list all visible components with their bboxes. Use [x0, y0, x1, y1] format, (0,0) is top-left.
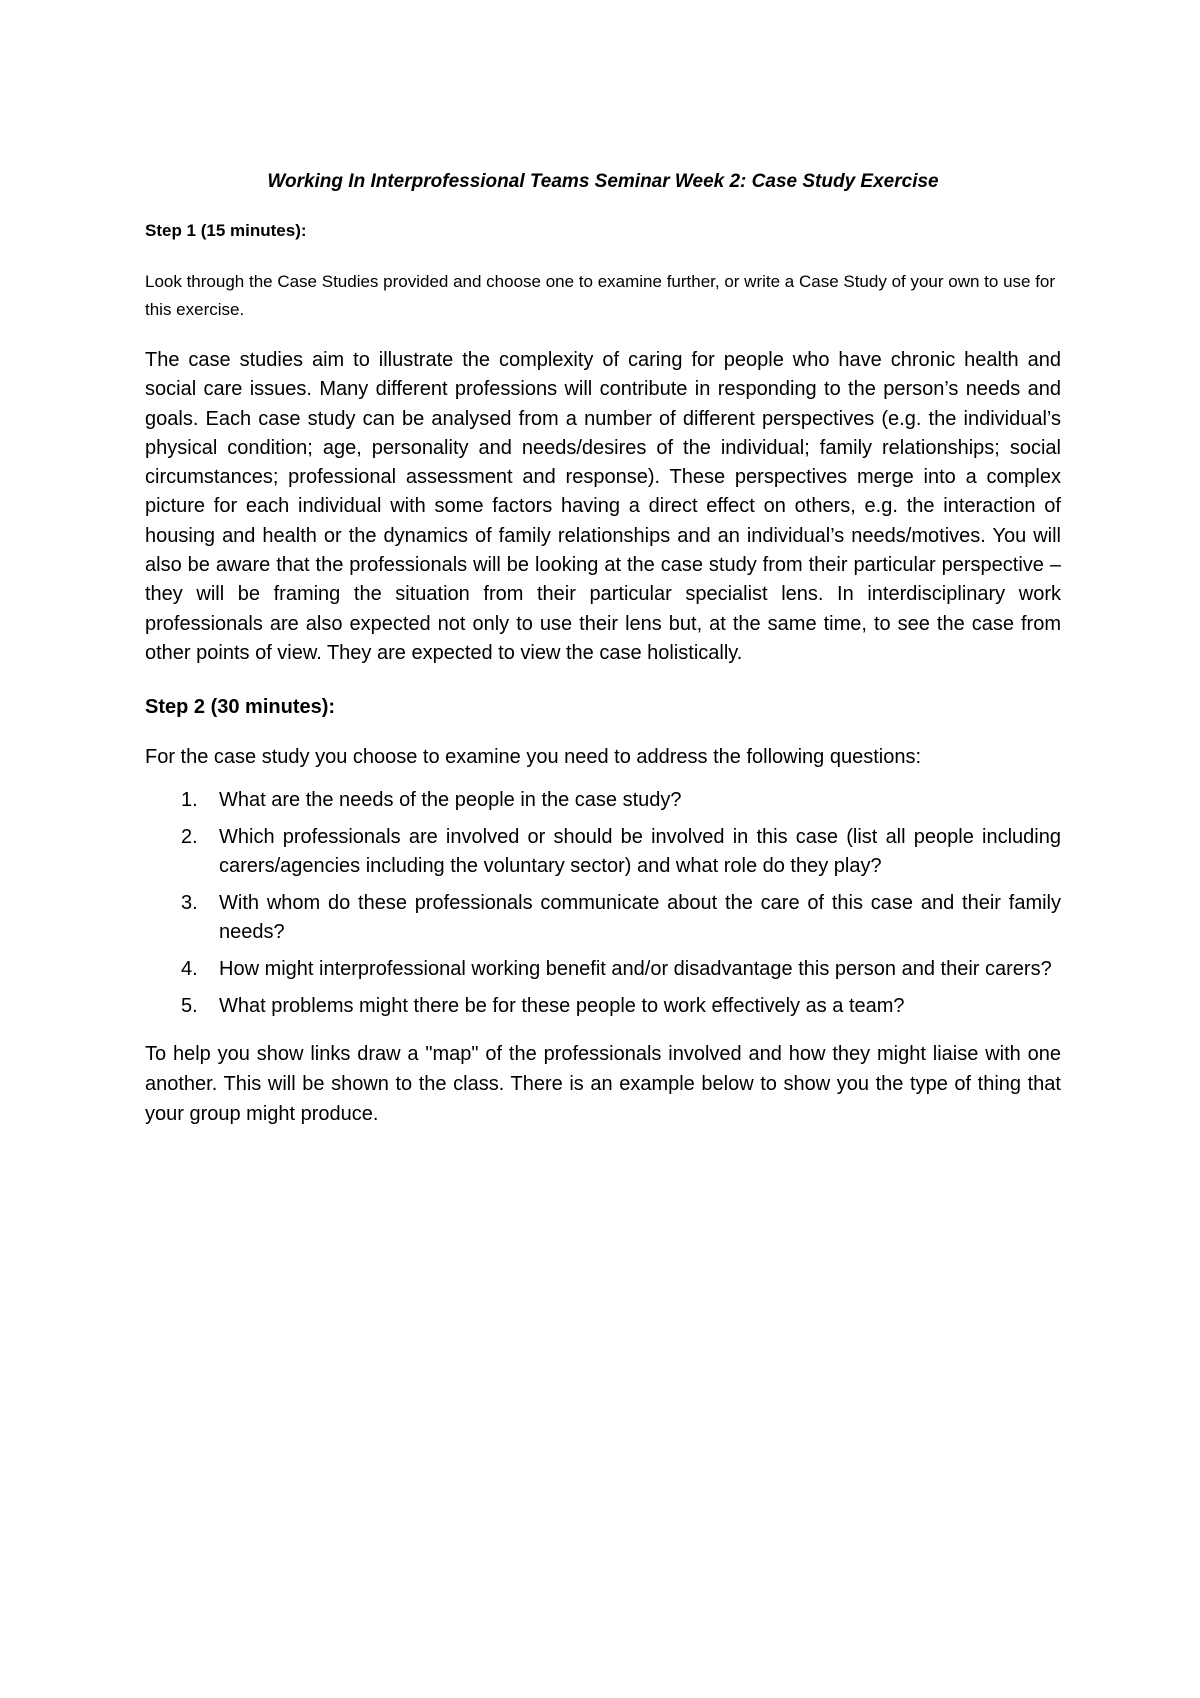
step-1-paragraph: The case studies aim to illustrate the complexity of caring for people who have chronic health and social care issues. Many different professions will contribute in responding to the person’s needs and goals. Each case study can be analysed from a number of different perspectives (e.g. the individual’s physical condition; age, personality and needs/desires of the individual; family relationships; social circumstances; professional assessment and response). These perspectives merge into a complex picture for each individual with some factors having a direct effect on others, e.g. the interaction of housing and health or the dynamics of family relationships and an individual’s needs/motives. You will also be aware that the professionals will be looking at the case study from their particular perspective – they will be framing the situation from their particular specialist lens. In interdisciplinary work professionals are also expected not only to use their lens but, at the same time, to see the case from other points of view. They are expected to view the case holistically.	[145, 349, 1061, 664]
question-number: 2.	[181, 826, 198, 849]
question-number: 3.	[181, 892, 198, 915]
question-item	[145, 823, 1061, 881]
question-text: What problems might there be for these people to work effectively as a team?	[219, 995, 905, 1018]
question-item	[145, 889, 1061, 947]
step-2-heading: Step 2 (30 minutes):	[145, 696, 336, 719]
question-text: What are the needs of the people in the case study?	[219, 789, 682, 812]
question-list	[145, 786, 1061, 1021]
step-1-instruction: Look through the Case Studies provided and choose one to examine further, or write a Case Study of your own to use for this exercise.	[145, 272, 1056, 319]
document-page	[145, 170, 1061, 1129]
document-title: Working In Interprofessional Teams Seminar Week 2: Case Study Exercise	[267, 171, 939, 192]
question-item	[145, 786, 1061, 815]
question-number: 5.	[181, 995, 198, 1018]
question-item	[145, 992, 1061, 1021]
question-item	[145, 955, 1061, 984]
step-1-heading: Step 1 (15 minutes):	[145, 221, 307, 240]
step-2-intro: For the case study you choose to examine you need to address the following questions:	[145, 746, 922, 769]
question-text: Which professionals are involved or should be involved in this case (list all people including carers/agencies including the voluntary sector) and what role do they play?	[219, 826, 1061, 878]
question-text: With whom do these professionals communicate about the care of this case and their family needs?	[219, 892, 1061, 944]
question-text: How might interprofessional working benefit and/or disadvantage this person and their carers?	[219, 958, 1052, 981]
closing-paragraph: To help you show links draw a "map" of the professionals involved and how they might liaise with one another. This will be shown to the class. There is an example below to show you the type of thing that your group might produce.	[145, 1043, 1061, 1126]
question-number: 4.	[181, 958, 198, 981]
question-number: 1.	[181, 789, 198, 812]
